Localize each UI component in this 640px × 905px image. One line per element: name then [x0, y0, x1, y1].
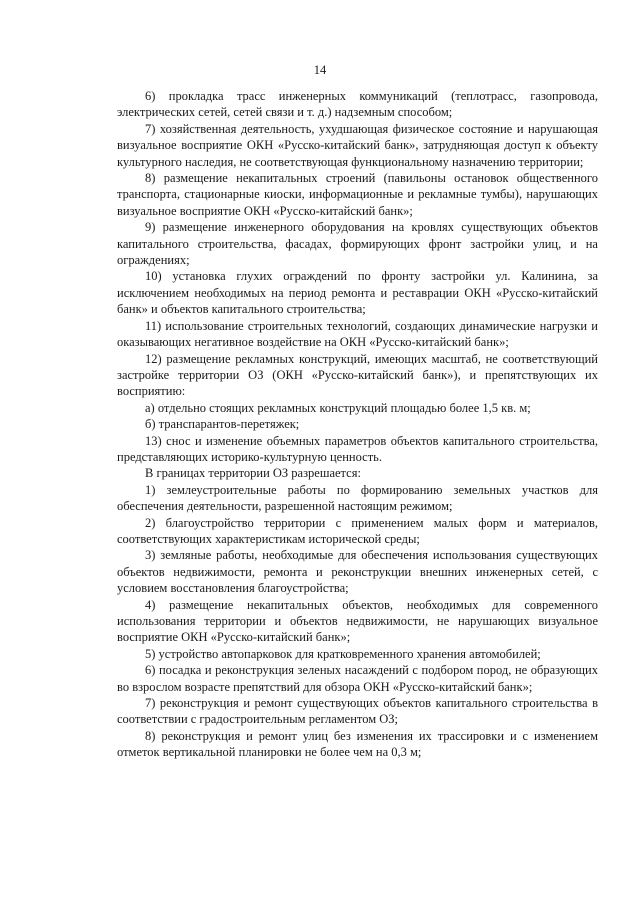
paragraph-permitted-8: 8) реконструкция и ремонт улиц без изменения их трассировки и с изменением отметок вертикальной планировки не более чем на 0,3 м; [117, 728, 598, 760]
paragraph-prohibited-8: 8) размещение некапитальных строений (павильоны остановок общественного транспорта, стационарные киоски, информационные и рекламные тумбы), нарушающих визуальное восприятие ОКН «Русско-китайский банк»; [117, 171, 598, 218]
paragraph-permitted-1: 1) землеустроительные работы по формированию земельных участков для обеспечения деятельности, разрешенной настоящим режимом; [117, 482, 598, 514]
section-heading-permitted: В границах территории ОЗ разрешается: [145, 466, 361, 481]
paragraph-prohibited-11: 11) использование строительных технологий, создающих динамические нагрузки и оказывающих негативное воздействие на ОКН «Русско-китайский банк»; [117, 318, 598, 350]
paragraph-permitted-6: 6) посадка и реконструкция зеленых насаждений с подбором пород, не образующих во взрослом возрасте препятствий для обзора ОКН «Русско-китайский банк»; [117, 663, 598, 694]
page-number: 14 [313, 63, 327, 77]
paragraph-prohibited-7: 7) хозяйственная деятельность, ухудшающая физическое состояние и нарушающая визуальное восприятие ОКН «Русско-китайский банк», затрудняющая доступ к объекту культурного наследия, не соответствующая функциональному назначению территории; [117, 121, 598, 169]
paragraph-permitted-4: 4) размещение некапитальных объектов, необходимых для современного использования территории и объектов недвижимости, не нарушающих визуальное восприятие ОКН «Русско-китайский банк»; [117, 597, 598, 645]
paragraph-prohibited-6: 6) прокладка трасс инженерных коммуникаций (теплотрасс, газопровода, электрических сетей, сетей связи и т. д.) надземным способом; [117, 89, 598, 120]
paragraph-prohibited-10: 10) установка глухих ограждений по фронту застройки ул. Калинина, за исключением необходимых на период ремонта и реставрации ОКН «Русско-китайский банк» и объектов капитального строительства; [117, 269, 598, 317]
paragraph-permitted-2: 2) благоустройство территории с применением малых форм и материалов, соответствующих характеристикам исторической среды; [117, 515, 598, 546]
document-body [117, 88, 598, 761]
paragraph-prohibited-9: 9) размещение инженерного оборудования на кровлях существующих объектов капитального строительства, фасадах, формирующих фронт застройки улиц, и на ограждениях; [117, 220, 598, 268]
paragraph-permitted-7: 7) реконструкция и ремонт существующих объектов капитального строительства в соответствии с градостроительным регламентом ОЗ; [117, 696, 598, 727]
paragraph-permitted-5: 5) устройство автопарковок для кратковременного хранения автомобилей; [145, 646, 541, 661]
paragraph-prohibited-12b: б) транспарантов-перетяжек; [145, 417, 300, 432]
paragraph-prohibited-13: 13) снос и изменение объемных параметров объектов капитального строительства, представляющих историко-культурную ценность. [117, 433, 598, 464]
paragraph-prohibited-12: 12) размещение рекламных конструкций, имеющих масштаб, не соответствующий застройке территории ОЗ (ОКН «Русско-китайский банк»), и препятствующих их восприятию: [117, 351, 598, 399]
paragraph-prohibited-12a: а) отдельно стоящих рекламных конструкций площадью более 1,5 кв. м; [145, 400, 531, 415]
paragraph-permitted-3: 3) земляные работы, необходимые для обеспечения использования существующих объектов недвижимости, ремонта и реконструкции внешних инженерных сетей, с условием восстановления благоустройства; [117, 548, 598, 596]
